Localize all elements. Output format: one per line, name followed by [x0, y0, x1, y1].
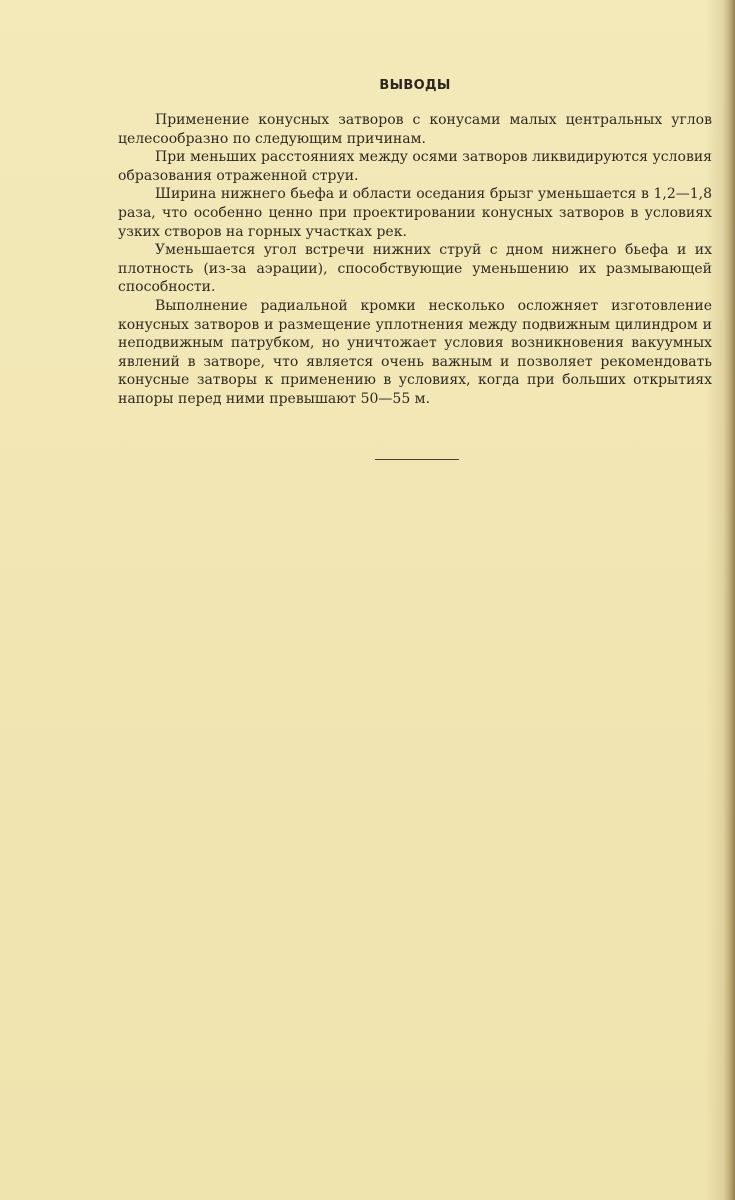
paragraph-4: Уменьшается угол встречи нижних струй с дном нижнего бьефа и их плотность (из-за аэрации), способствующие уменьшению их размывающей способности.: [118, 242, 712, 296]
section-end-rule: [375, 459, 459, 460]
section-heading: ВЫВОДЫ: [379, 78, 451, 93]
paragraph-3: Ширина нижнего бьефа и области оседания брызг уменьшается в 1,2—1,8 раза, что особенно ценно при проектировании конусных затворов в условиях узких створов на горных участках рек.: [118, 186, 712, 240]
paragraph-1: Применение конусных затворов с конусами малых центральных углов целесообразно по следующим причинам.: [118, 112, 712, 147]
page-edge-shadow: [723, 0, 735, 1200]
paragraph-2: При меньших расстояниях между осями затворов ликвидируются условия образования отраженной струи.: [118, 149, 712, 184]
paragraph-5: Выполнение радиальной кромки несколько осложняет изготовление конусных затворов и размещение уплотнения между подвижным цилиндром и неподвижным патрубком, но уничтожает условия возникновения вакуумных явлений в затворе, что является очень важным и позволяет рекомендовать конусные затворы к применению в условиях, когда при больших открытиях напоры перед ними превышают 50—55 м.: [118, 297, 712, 407]
conclusions-text: [118, 111, 712, 409]
